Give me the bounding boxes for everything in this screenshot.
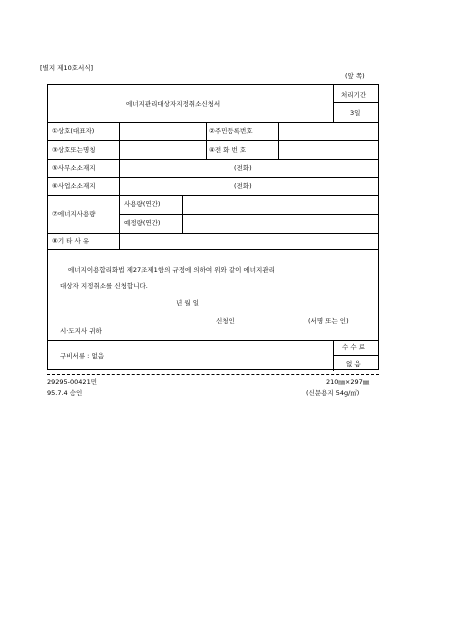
form-number: [별지 제10호서식] [40,64,94,72]
applicant-label: 신청인 [216,317,235,325]
addressee: 시·도지사 귀하 [60,327,102,335]
field-phone: ④전 화 번 호 [209,146,247,154]
field-other-reason: ⑧기 타 사 유 [52,237,90,245]
fee-label: 수 수 료 [342,343,365,351]
usage-amount: 사용량(연간) [124,200,161,208]
footer-paper-type: (신문용지 54g/㎡) [306,389,360,397]
field-energy-usage: ⑦에너지사용량 [52,210,96,218]
statement-line-1: 에너지이용합리화법 제27조제1항의 규정에 의하여 위와 같이 에너지관리 [68,266,275,274]
field-resident-reg-no: ②주민등록번호 [209,127,253,135]
footer-code: 29295-00421민 [47,378,97,386]
field-office-location: ⑤사무소소재지 [52,164,96,172]
attachments: 구비서류 : 없음 [60,352,104,360]
expected-amount: 예정량(연간) [124,219,161,227]
office-tel: (전화) [234,164,252,172]
footer-approval-date: 95.7.4 승인 [47,389,83,397]
fee-value: 없 음 [346,360,361,368]
form-title: 에너지관리대상자지정취소신청서 [126,100,221,108]
side-label: (앞 쪽) [345,72,365,80]
application-form [47,84,379,370]
field-company-or-name: ③상호또는명칭 [52,146,96,154]
field-company-name: ①상호(대표자) [52,127,95,135]
field-business-location: ⑥사업소소재지 [52,182,96,190]
business-tel: (전화) [234,182,252,190]
processing-period-value: 3일 [350,109,361,117]
processing-period-label: 처리기간 [341,91,367,99]
footer-paper-size: 210㎜×297㎜ [326,378,370,386]
application-date: 년 월 일 [176,299,199,307]
statement-line-2: 대상자 지정취소를 신청합니다. [60,282,148,290]
sign-label: (서명 또는 인) [308,317,349,325]
